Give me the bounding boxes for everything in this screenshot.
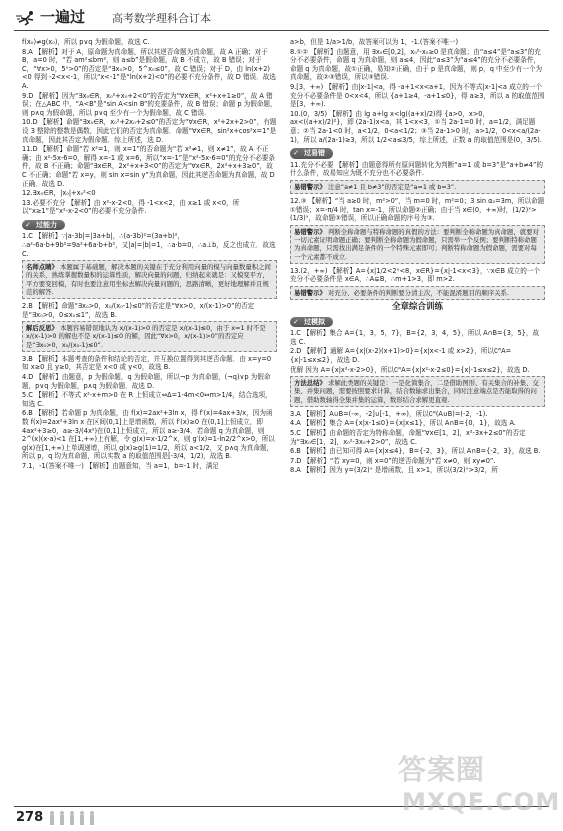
mock-1: 1.C 【解析】集合 A={1，3，5，7}，B={2，3，4，5}，所以 A∩B={3，5}，故选 C.	[290, 329, 540, 346]
page-header	[0, 0, 563, 36]
brand-logo	[16, 6, 85, 27]
ability-5: 5.C 【解析】不等式 x²-x+m>0 在 R 上恒成立⇔Δ=1-4m<0⇔m>1/4，结合选项，知选 C.	[22, 391, 272, 408]
watermark-text: 答案圈	[398, 753, 486, 786]
note-box	[290, 376, 545, 407]
ability-3: 3.B 【解析】本题考查的条件和结论的否定，并互换位置得到其逆否命题．由 x=y=0 知 x≥0 且 y≥0，其否定是 x<0 或 y<0，故选 B.	[22, 354, 272, 372]
answer-10: 10.D 【解析】命题“∃x₀∈R，x₀²+2x₀+2≤0”的否定为“∀x∈R，x²+2x+2>0”，有题设 3 整除的整数是偶数，因此它们的否定为真命题．命题“∀x∈R，sin²x+cos²x=1”是真命题，因此其否定为假命题．综上所述，选 D.	[22, 118, 277, 144]
mock-2-alt: 优解 因为 A={x|x²-x-2>0}，所以∁ᴿA={x|x²-x-2≤0}={x|-1≤x≤2}，故选 D.	[290, 365, 530, 374]
note-body: 判断全称命题与特称命题的真假的方法：要判断全称命题为真命题，就要对一切元素证明命题正确；要判断全称命题为假命题，只需举一个反例；要判断特称命题为真命题，只需找出满足条件的一个特殊元素即可；判断特称命题为假命题，需要对每一个元素都不成立.	[294, 227, 539, 261]
header-rule	[14, 30, 549, 31]
check-icon: ✓	[25, 220, 31, 229]
note-heading: 易错警示》	[294, 288, 326, 297]
section-ability	[22, 220, 65, 231]
ability-1: 1.C 【解析】∵|a-3b|=|3a+b|，∴(a-3b)²=(3a+b)²，∴a²-6a·b+9b²=9a²+6a·b+b²，又|a|=|b|=1，∴a·b=0，∴a⊥b，反之也成立．故选 C.	[22, 232, 276, 258]
mock-5: 5.C 【解析】由命题的否定为特称命题，命题“∀x∈[1，2]，x²-3x+2≤0”的否定为“∃x₀∈[1，2]，x₀²-3x₀+2>0”，故选 C.	[290, 429, 526, 446]
mock-3: 3.A 【解析】A∪B=(-∞，-2]∪[-1，+∞)，所以∁ᴿ(A∪B)=(-2，-1).	[290, 409, 488, 418]
right-column	[290, 38, 545, 476]
note-heading: 易错警示》	[294, 182, 326, 191]
note-body: 注意“a≠1 且 b≠3”的否定是“a=1 或 b=3”.	[328, 182, 457, 191]
mistake-11: 11.充分不必要 【解析】由题意得所有原问题转化为判断“a=1 或 b=3”是“a+b≠4”的什么条件，故易知应为既不充分也不必要条件.	[290, 160, 544, 178]
people-silhouette-icon	[46, 810, 106, 826]
logo-text: 一遍过	[40, 8, 86, 26]
section-mistakes	[290, 148, 333, 159]
answer-8: 8.A 【解析】对于 A，原命题为真命题，所以其逆否命题为真命题，故 A 正确；对于 B，a=0 时，“若 am²≤bm²，则 a≤b”是假命题，故 B 不成立，故 B 错误；对于 C，“∀x>0，5ˣ>0”的否定是“∃x₀>0，5^x₀≤0”，故 C 错误；对于 D，由 ln(x+2)<0 得到 -2<x<-1，所以“x<-1”是“ln(x+2)<0”的必要不充分条件，故 D 错误．故选 A.	[22, 47, 276, 90]
mock-2: 2.D 【解析】通解 A={x|(x-2)(x+1)>0}={x|x<-1 或 x>2}，所以∁ᴿA={x|-1≤x≤2}，故选 D.	[290, 347, 512, 365]
answer-7-end: f(x₀)≠g(x₀)，所以 p∨q 为假命题，故选 C.	[22, 38, 150, 46]
section-label-text: 过易错	[304, 149, 325, 158]
page-number: 278	[16, 810, 44, 825]
note-box	[22, 321, 277, 352]
note-box	[290, 286, 545, 300]
mock-8: 8.A 【解析】因为 y=(3/2)ˣ 是增函数，且 x>1，所以(3/2)ˣ>3/2，所	[290, 466, 498, 475]
mock-4: 4.A 【解析】集合 A={x|x-1≤0}={x|x≤1}，所以 A∩B={0，1}，故选 A.	[290, 419, 516, 428]
answer-12: 12.∃x₀∈R，|x₀|+x₀²<0	[22, 189, 96, 198]
section-label-text: 过模拟	[304, 317, 325, 326]
note-box	[290, 180, 545, 194]
ability-7-end: a>b，但是 1/a>1/b，故答案可以为 1，-1.(答案不唯一)	[290, 38, 459, 46]
mistake-12: 12.③ 【解析】“当 a≥0 时，m²>0”，当 m=0 时，m²=0；3 sin α₀=3m，所以命题①错误；x=-π/4 时，tan x=-1，所以命题②正确；由于当 x∈(0，+∞)时，(1/2)ˣ>(1/3)ˣ，故命题③错误，所以正确命题的序号为③.	[290, 197, 545, 223]
watermark	[398, 748, 561, 826]
running-header-title: 高考数学理科合订本	[112, 12, 211, 25]
mock-6: 6.B 【解析】由已知可得 A={x|x≤4}，B={-2，3}，所以 A∩B={-2，3}，故选 B.	[290, 447, 541, 456]
chapter-review-title: 全章综合训练	[391, 302, 443, 313]
ability-4: 4.D 【解析】由题意，p 为假命题，q 为假命题，所以¬p 为真命题，(¬q)∨p 为假命题，p∨q 为假命题，p∧q 为假命题．故选 D.	[22, 373, 271, 390]
note-body: 求解此类题的关键是：一是化简集合，二是借助图形、有关集合的补集、交集、并集问题，需要按照要求计算，结合数轴求出集合，同时注意端点是否能取得的问题，借助数轴得全集并集的运算，数形结合求解更直观.	[294, 379, 539, 404]
note-heading: 方法总结》	[294, 379, 326, 388]
runner-logo-icon	[16, 10, 38, 26]
ability-10: 10.(0，3/5) 【解析】由 lg a+lg x<lg((a+x)/2)得 {a>0，x>0，ax<((a+x)/2)²}，即 (2a-1)x<a，其 1<x<3，①当 2a-1=0 时，a=1/2，满足题意；②当 2a-1<0 时，a<1/2，0<a<1/2；③当 2a-1>0 时，a>1/2，0<x<a/(2a-1)，所以 a/(2a-1)≥3，所以 1/2<a≤3/5，综上所述，正数 a 的取值范围是(0，3/5).	[290, 109, 542, 144]
note-heading: 名师点睛》	[26, 263, 58, 272]
left-column	[22, 38, 277, 472]
section-mock	[290, 317, 333, 328]
note-heading: 易错警示》	[294, 227, 326, 236]
ability-6: 6.B 【解析】若命题 p 为真命题，由 f(x)=2ax²+3ln x，得 f′(x)=4ax+3/x，因为函数 f(x)=2ax²+3ln x 在区间(0,1]上是增函数，所以 f′(x)≥0 在(0,1]上恒成立，即 4ax²+3≥0，a≥-3/(4x²)在(0,1]上恒成立，所以 a≥-3/4．若命题 q 为真命题，则 2^(x)(x-a)<1 在[1,+∞)上有解，令 g(x)=x-1/2^x，则 g′(x)=1-ln2/2^x>0，所以 g(x)在[1,+∞)上单调递增，所以 g(x)≥g(1)=1/2，所以 a<1/2，又 p∧q 为真命题，所以 p，q 均为真命题，所以实数 a 的取值范围是[-3/4，1/2)，故选 B.	[22, 409, 275, 461]
note-body: 本题容易错误地认为 x/(x-1)>0 的否定是 x/(x-1)≤0，由于 x=1 时不是 x/(x-1)>0 的解也不是 x/(x-1)≤0 的解，因此“∀x>0，x/(x-1)>0”的否定应是“∃x₀>0，x₀/(x₀-1)≤0”.	[26, 324, 266, 349]
ability-8: 8.①② 【解析】由题意，用 ∃x₀∈[0,2]，x₀²-x₀≥0 是真命题；由“a≤4”是“a≤3”的充分不必要条件，命题 q 为真命题，则 a≤4，因此“a≤3”为“a≤4”的充分不必要条件，命题 q 为真命题，故①正确，易知②正确，由于 p 是真命题，则 p，q 中至少有一个为真命题，故②③错误，所以③错误.	[290, 47, 543, 82]
ability-7: 7.1，-1(答案不唯一) 【解析】由题意知，当 a=1，b=-1 时，满足	[22, 461, 220, 470]
note-box	[290, 225, 545, 264]
check-icon: ✓	[293, 317, 299, 326]
section-label-text: 过能力	[36, 220, 57, 229]
note-body: 对充分、必要条件的判断要分清主次，不能混淆题目的顺序关系.	[328, 288, 509, 297]
note-box	[22, 260, 277, 299]
mock-7: 7.D 【解析】“若 xy=0，则 x=0”的逆否命题为“若 x≠0，则 xy≠0”.	[290, 456, 496, 465]
ability-9: 9.[3，+∞) 【解析】由|x-1|<a，得 -a+1<x<a+1，因为不等式|x-1|<a 成立的一个充分不必要条件是 0<x<4，所以 {a+1≥4，-a+1≤0}，得 a≥3，所以 a 的取值范围是[3，+∞).	[290, 82, 545, 109]
answer-13: 13.必要不充分 【解析】由 x²-x-2<0，得 -1<x<2，由 x≥1 或 x<0，所以“x≥1”是“x²-x-2<0”的必要不充分条件.	[22, 198, 240, 216]
watermark-url: MXQE.COM	[402, 788, 561, 816]
note-body: 本题属于基础题，解决本题的关键在于充分利用向量的模与向量数量积之间的关系，熟练掌握数量积的运算性质，解决向量的问题，归纳起来就是：又模变平方，平方要变回模，有时也要注意用坐标去解决向量问题的，思路清晰，更好地理解并且规范的解答.	[26, 263, 271, 296]
answer-11: 11.D 【解析】命题“若 x²=1，则 x=1”的否命题为“若 x²≠1，则 x≠1”，故 A 不正确；由 x²-5x-6=0，解得 x=-1 或 x=6，所以“x=-1”是“x²-5x-6=0”的充分不必要条件，故 B 不正确；命题“∃x∈R，2x²+x+3<0”的否定为“∀x∈R，2x²+x+3≥0”，故 C 不正确；命题“若 x=y，则 sin x=sin y”为真命题，因此其逆否命题为真命题，故 D 正确．故选 D.	[22, 145, 275, 188]
mistake-13: 13.(2，+∞) 【解析】A={x|1/2<2ˣ<8，x∈R}={x|-1<x<3}，∵x∈B 成立的一个充分不必要条件是 x∈A，∴A⊊B，∴m+1>3，即 m>2.	[290, 266, 541, 284]
answer-9: 9.D 【解析】因为“∃x₀∈R，x₀²+x₀+2<0”的否定为“∀x∈R，x²+x+1≥0”，故 A 错误；在△ABC 中，“A<B”是“sin A<sin B”的充要条件，故 B 错误；命题 p 为假命题，则 p∧q 为假命题，所以 p∨q 至少有一个为假命题，故 C 错误.	[22, 91, 277, 117]
ability-2: 2.B 【解析】命题“∃x₀>0，x₀/(x₀-1)≤0”的否定是“∀x>0，x/(x-1)>0”的否定是“∃x₀>0，0≤x₀≤1”，故选 B.	[22, 302, 255, 319]
check-icon: ✓	[293, 149, 299, 158]
note-heading: 解后反思》	[26, 324, 58, 333]
